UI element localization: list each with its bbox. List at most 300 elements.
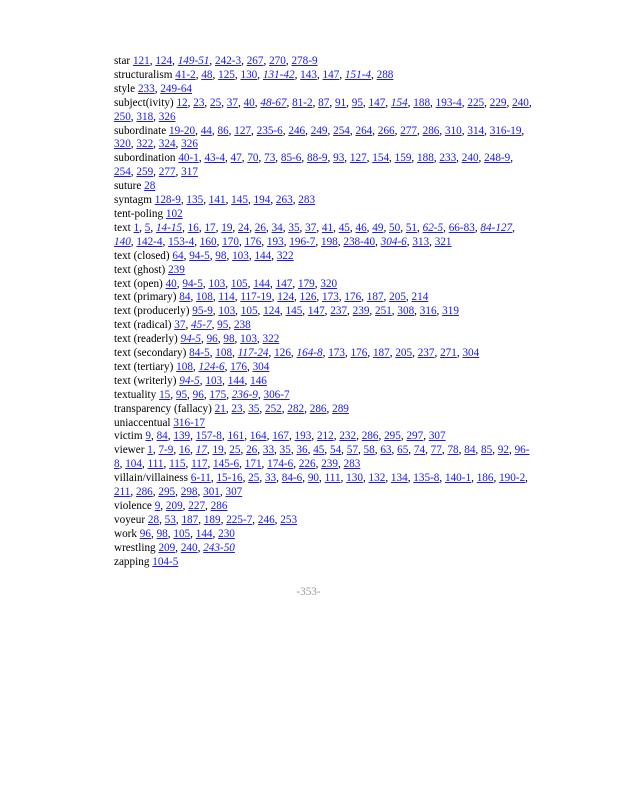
index-term: star [114, 55, 131, 67]
page-ref-link[interactable]: 73 [264, 152, 276, 165]
page-ref-link[interactable]: 47 [230, 152, 242, 165]
page-ref-link[interactable]: 167 [272, 430, 289, 443]
page-ref-link[interactable]: 306-7 [263, 388, 290, 401]
index-entry: text (secondary) 84-5, 108, 117-24, 126, 164-8, 173, 176, 187, 205, 237, 271, 304 [114, 347, 480, 360]
page-ref-link[interactable]: 117 [191, 458, 208, 471]
page-ref-link[interactable]: 232 [339, 430, 357, 443]
page-ref-link[interactable]: 37 [305, 221, 317, 234]
page-ref-link[interactable]: 87 [318, 96, 330, 109]
page-ref-link[interactable]: 104 [125, 458, 142, 471]
page-ref-link[interactable]: 267 [246, 55, 264, 67]
page-ref-link[interactable]: 173 [328, 347, 345, 360]
page-ref-link[interactable]: 126 [299, 291, 317, 304]
page-ref-link[interactable]: 322 [136, 138, 154, 151]
page-ref-link[interactable]: 104-5 [152, 555, 179, 568]
page-ref-link[interactable]: 78 [447, 444, 459, 457]
page-ref-link[interactable]: 44 [200, 124, 212, 137]
page-ref-link[interactable]: 12 [176, 96, 188, 109]
page-ref-link[interactable]: 283 [298, 194, 316, 207]
index-entry: text (readerly) 94-5, 96, 98, 103, 322 [114, 333, 280, 346]
page-ref-link[interactable]: 179 [297, 277, 315, 290]
page-ref-link[interactable]: 43-4 [204, 152, 225, 165]
page-ref-link[interactable]: 77 [430, 444, 442, 457]
page-ref-link[interactable]: 308 [397, 305, 415, 318]
page-ref-link[interactable]: 154 [372, 152, 390, 165]
page-ref-link[interactable]: 230 [218, 527, 235, 540]
page-ref-link[interactable]: 45 [338, 221, 350, 234]
page-ref-link[interactable]: 235-6 [256, 124, 283, 137]
page-ref-link[interactable]: 117-19 [240, 291, 272, 304]
page-ref-link[interactable]: 320 [114, 138, 131, 151]
page-ref-link[interactable]: 229 [489, 96, 507, 109]
index-term: text (open) [114, 277, 163, 290]
page-ref-link[interactable]: 86 [217, 124, 229, 137]
page-ref-link[interactable]: 93 [333, 152, 345, 165]
page-ref-link[interactable]: 81-2 [292, 96, 313, 109]
page-ref-link[interactable]: 95 [217, 319, 229, 332]
page-ref-link[interactable]: 146 [250, 374, 267, 387]
page-ref-link[interactable]: 248-9 [484, 152, 511, 165]
page-ref-link[interactable]: 50 [389, 221, 401, 234]
page-ref-link[interactable]: 209 [158, 541, 176, 554]
page-ref-link[interactable]: 94-5 [182, 277, 203, 290]
page-ref-link[interactable]: 263 [275, 194, 293, 207]
page-ref-link[interactable]: 88-9 [307, 152, 328, 165]
page-ref-link[interactable]: 108 [196, 291, 213, 304]
page-ref-link[interactable]: 239 [168, 263, 185, 276]
page-ref-link[interactable]: 28 [147, 513, 160, 526]
page-ref-link[interactable]: 1 [147, 444, 153, 457]
page-ref-link[interactable]: 143 [300, 68, 317, 81]
page-ref-link[interactable]: 34 [271, 221, 283, 234]
page-ref-link[interactable]: 41-2 [175, 68, 196, 81]
page-ref-link[interactable]: 159 [394, 152, 412, 165]
page-ref-link[interactable]: 33 [262, 444, 275, 457]
page-ref-link[interactable]: 40 [243, 96, 255, 109]
page-ref-link[interactable]: 48 [201, 68, 213, 81]
page-ref-link[interactable]: 161 [227, 430, 245, 443]
page-ref-link[interactable]: 114 [218, 291, 235, 304]
page-ref-link[interactable]: 297 [406, 430, 424, 443]
page-ref-link[interactable]: 304 [252, 360, 270, 373]
page-ref-link[interactable]: 9 [145, 430, 151, 443]
page-ref-link[interactable]: 45 [313, 444, 325, 457]
page-ref-link[interactable]: 198 [320, 235, 338, 248]
page-ref-link[interactable]: 25 [210, 96, 222, 109]
index-entry: voyeur 28, 53, 187, 189, 225-7, 246, 253 [114, 513, 298, 526]
page-ref-link[interactable]: 153-4 [168, 235, 195, 248]
page-ref-link[interactable]: 171 [244, 458, 262, 471]
page-ref-link[interactable]: 41 [321, 221, 334, 234]
page-ref-link[interactable]: 130 [346, 472, 363, 485]
page-ref-link[interactable]: 193 [294, 430, 312, 443]
page-ref-link[interactable]: 266 [377, 124, 395, 137]
page-ref-link[interactable]: 298 [180, 486, 198, 499]
page-ref-link[interactable]: 176 [350, 347, 368, 360]
page-ref-link[interactable]: 15 [159, 388, 171, 401]
page-ref-link[interactable]: 313 [412, 235, 430, 248]
page-ref-link[interactable]: 160 [199, 235, 217, 248]
page-ref-link[interactable]: 188 [413, 96, 431, 109]
page-ref-link[interactable]: 283 [343, 458, 361, 471]
page-ref-link[interactable]: 282 [287, 402, 305, 415]
page-ref-link[interactable]: 5 [144, 221, 151, 234]
page-ref-link[interactable]: 173 [322, 291, 339, 304]
page-ref-link[interactable]: 307 [225, 486, 243, 499]
page-ref-link[interactable]: 147 [322, 68, 340, 81]
page-ref-link[interactable]: 174-6 [267, 458, 294, 471]
page-ref-link[interactable]: 289 [332, 402, 349, 415]
page-ref-link[interactable]: 326 [181, 138, 198, 151]
page-ref-link[interactable]: 90 [307, 472, 320, 485]
page-ref-link[interactable]: 170 [222, 235, 239, 248]
page-ref-link[interactable]: 103 [205, 374, 223, 387]
page-ref-link[interactable]: 84-6 [281, 472, 303, 485]
page-ref-link[interactable]: 40 [165, 277, 177, 290]
page-ref-link[interactable]: 226 [298, 458, 316, 471]
page-ref-link[interactable]: 117-24 [237, 347, 269, 360]
page-ref-link[interactable]: 254 [114, 166, 131, 179]
page-ref-link[interactable]: 249-64 [160, 82, 193, 95]
page-ref-link[interactable]: 212 [316, 430, 334, 443]
page-ref-link[interactable]: 37 [226, 96, 238, 109]
page-ref-link[interactable]: 127 [349, 152, 367, 165]
page-ref-link[interactable]: 51 [405, 221, 417, 234]
page-ref-link[interactable]: 154 [390, 96, 408, 109]
page-ref-link[interactable]: 16 [187, 221, 199, 234]
page-ref-link[interactable]: 33 [264, 472, 277, 485]
page-ref-link[interactable]: 295 [384, 430, 401, 443]
page-ref-link[interactable]: 58 [363, 444, 375, 457]
page-ref-link[interactable]: 84 [179, 291, 191, 304]
page-ref-link[interactable]: 111 [147, 458, 164, 471]
page-ref-link[interactable]: 140-1 [444, 472, 472, 485]
page-ref-link[interactable]: 295 [158, 486, 176, 499]
page-ref-link[interactable]: 164-8 [296, 347, 323, 360]
page-ref-link[interactable]: 187 [366, 291, 384, 304]
page-ref-link[interactable]: 254 [333, 124, 350, 137]
page-ref-link[interactable]: 157-8 [195, 430, 222, 443]
page-ref-link[interactable]: 301 [203, 486, 220, 499]
page-ref-link[interactable]: 63 [380, 444, 392, 457]
page-ref-link[interactable]: 24 [238, 221, 250, 234]
page-ref-link[interactable]: 304 [462, 347, 480, 360]
page-ref-link[interactable]: 35 [279, 444, 291, 457]
page-ref-link[interactable]: 96-8 [114, 444, 530, 471]
page-ref-link[interactable]: 238 [233, 319, 251, 332]
page-ref-link[interactable]: 98 [223, 333, 235, 346]
page-ref-link[interactable]: 144 [227, 374, 245, 387]
page-ref-link[interactable]: 190-2 [499, 472, 526, 485]
page-ref-link[interactable]: 288 [376, 68, 394, 81]
page-ref-link[interactable]: 271 [440, 347, 457, 360]
page-ref-link[interactable]: 19-20 [169, 124, 196, 137]
page-ref-link[interactable]: 286 [210, 500, 228, 512]
page-ref-link[interactable]: 127 [234, 124, 252, 137]
page-ref-link[interactable]: 105 [173, 527, 191, 540]
page-ref-link[interactable]: 103 [208, 277, 226, 290]
page-ref-link[interactable]: 240 [512, 96, 529, 109]
page-ref-link[interactable]: 239 [352, 305, 370, 318]
page-ref-link[interactable]: 233 [439, 152, 457, 165]
page-ref-link[interactable]: 105 [240, 305, 258, 318]
page-ref-link[interactable]: 176 [230, 360, 247, 373]
page-ref-link[interactable]: 94-5 [179, 374, 200, 387]
page-ref-link[interactable]: 145-6 [213, 458, 240, 471]
page-ref-link[interactable]: 37 [174, 319, 186, 332]
page-ref-link[interactable]: 286 [135, 486, 153, 499]
page-ref-link[interactable]: 319 [442, 305, 459, 318]
page-ref-link[interactable]: 310 [444, 124, 462, 137]
page-ref-link[interactable]: 278-9 [291, 55, 318, 67]
page-ref-link[interactable]: 147 [368, 96, 386, 109]
page-ref-link[interactable]: 25 [229, 444, 241, 457]
page-ref-link[interactable]: 321 [434, 235, 452, 248]
page-ref-link[interactable]: 316 [419, 305, 437, 318]
page-ref-link[interactable]: 124 [155, 55, 173, 67]
page-ref-link[interactable]: 96 [206, 333, 218, 346]
page-ref-link[interactable]: 145 [231, 194, 248, 207]
page-ref-link[interactable]: 176 [344, 291, 362, 304]
page-ref-link[interactable]: 85-6 [280, 152, 302, 165]
page-ref-link[interactable]: 225 [467, 96, 485, 109]
index-term: voyeur [114, 513, 146, 526]
page-ref-link[interactable]: 84-127 [480, 221, 513, 234]
page-ref-link[interactable]: 84-5 [189, 347, 210, 360]
page-ref-link[interactable]: 140 [114, 235, 131, 248]
page-ref-link[interactable]: 6-11 [190, 472, 211, 485]
index-entry: syntagm 128-9, 135, 141, 145, 194, 263, 283 [114, 194, 316, 207]
page-ref-link[interactable]: 149-51 [177, 55, 210, 67]
index-term: viewer [114, 444, 145, 457]
page-ref-link[interactable]: 250 [114, 110, 131, 123]
page-ref-link[interactable]: 251 [375, 305, 392, 318]
page-ref-link[interactable]: 239 [321, 458, 338, 471]
page-ref-link[interactable]: 314 [467, 124, 485, 137]
page-ref-link[interactable]: 238-40 [343, 235, 376, 248]
page-ref-link[interactable]: 286 [309, 402, 327, 415]
page-ref-link[interactable]: 142-4 [136, 235, 163, 248]
page-ref-link[interactable]: 16 [178, 444, 191, 457]
page-ref-link[interactable]: 324 [158, 138, 176, 151]
page-ref-link[interactable]: 318 [136, 110, 154, 123]
page-ref-link[interactable]: 19 [221, 221, 233, 234]
page-ref-link[interactable]: 66-83 [448, 221, 475, 234]
page-ref-link[interactable]: 103 [218, 305, 236, 318]
page-ref-link[interactable]: 240 [180, 541, 198, 554]
page-ref-link[interactable]: 237 [330, 305, 348, 318]
page-ref-link[interactable]: 189 [203, 513, 221, 526]
page-ref-link[interactable]: 317 [181, 166, 198, 179]
page-ref-link[interactable]: 45-7 [191, 319, 212, 332]
page-ref-link[interactable]: 134 [390, 472, 408, 485]
page-ref-link[interactable]: 237 [417, 347, 435, 360]
page-ref-link[interactable]: 84 [464, 444, 476, 457]
page-ref-link[interactable]: 225-7 [226, 513, 253, 526]
page-ref-link[interactable]: 1 [133, 221, 140, 234]
page-ref-link[interactable]: 128-9 [154, 194, 181, 207]
page-ref-link[interactable]: 65 [397, 444, 409, 457]
page-ref-link[interactable]: 70 [247, 152, 259, 165]
page-ref-link[interactable]: 286 [422, 124, 440, 137]
page-ref-link[interactable]: 28 [144, 180, 156, 193]
page-ref-link[interactable]: 25 [248, 472, 260, 485]
page-ref-link[interactable]: 253 [280, 513, 298, 526]
page-ref-link[interactable]: 211 [114, 486, 131, 499]
page-ref-link[interactable]: 124 [277, 291, 295, 304]
page-ref-link[interactable]: 132 [368, 472, 386, 485]
page-ref-link[interactable]: 209 [165, 500, 183, 512]
page-ref-link[interactable]: 316-19 [489, 124, 522, 137]
page-ref-link[interactable]: 326 [158, 110, 176, 123]
page-ref-link[interactable]: 252 [264, 402, 282, 415]
page-ref-link[interactable]: 193-4 [435, 96, 462, 109]
page-ref-link[interactable]: 249 [310, 124, 328, 137]
page-ref-link[interactable]: 36 [296, 444, 308, 457]
index-term: textuality [114, 388, 157, 401]
index-entry: star 121, 124, 149-51, 242-3, 267, 270, 278-9 [114, 55, 318, 67]
page-ref-link[interactable]: 23 [193, 96, 205, 109]
page-ref-link[interactable]: 205 [395, 347, 413, 360]
page-ref-link[interactable]: 26 [254, 221, 266, 234]
page-ref-link[interactable]: 175 [209, 388, 227, 401]
page-ref-link[interactable]: 259 [136, 166, 154, 179]
page-ref-link[interactable]: 94-5 [180, 333, 201, 346]
page-ref-link[interactable]: 85 [481, 444, 493, 457]
page-ref-link[interactable]: 84 [156, 430, 168, 443]
page-ref-link[interactable]: 320 [320, 277, 338, 290]
page-ref-link[interactable]: 227 [188, 500, 206, 512]
page-ref-link[interactable]: 246 [257, 513, 275, 526]
page-ref-link[interactable]: 46 [355, 221, 367, 234]
page-ref-link[interactable]: 139 [173, 430, 191, 443]
page-ref-link[interactable]: 126 [274, 347, 291, 360]
page-ref-link[interactable]: 187 [372, 347, 390, 360]
page-ref-link[interactable]: 270 [269, 55, 286, 67]
page-ref-link[interactable]: 108 [176, 360, 193, 373]
page-ref-link[interactable]: 246 [288, 124, 306, 137]
page-ref-link[interactable]: 17 [204, 221, 216, 234]
page-ref-link[interactable]: 124-6 [198, 360, 225, 373]
page-ref-link[interactable]: 102 [165, 207, 183, 220]
page-ref-link[interactable]: 147 [307, 305, 325, 318]
page-ref-link[interactable]: 243-50 [203, 541, 235, 554]
page-ref-link[interactable]: 96 [139, 527, 151, 540]
page-ref-link[interactable]: 135-8 [413, 472, 440, 485]
index-term: text (producerly) [114, 305, 190, 318]
page-ref-link[interactable]: 95 [175, 388, 188, 401]
page-ref-link[interactable]: 144 [254, 249, 272, 262]
page-ref-link[interactable]: 145 [285, 305, 303, 318]
page-ref-link[interactable]: 135 [186, 194, 204, 207]
page-ref-link[interactable]: 26 [246, 444, 258, 457]
page-ref-link[interactable]: 35 [288, 221, 300, 234]
page-ref-link[interactable]: 74 [413, 444, 426, 457]
page-ref-link[interactable]: 277 [400, 124, 417, 137]
page-ref-link[interactable]: 186 [476, 472, 494, 485]
index-list [114, 55, 534, 570]
page-ref-link[interactable]: 95 [351, 96, 363, 109]
page-ref-link[interactable]: 7-9 [158, 444, 174, 457]
page-ref-link[interactable]: 62-5 [422, 221, 444, 234]
page-ref-link[interactable]: 96 [192, 388, 204, 401]
page-ref-link[interactable]: 322 [262, 333, 280, 346]
page-ref-link[interactable]: 316-17 [173, 416, 206, 429]
page-ref-link[interactable]: 194 [253, 194, 271, 207]
page-ref-link[interactable]: 94-5 [189, 249, 210, 262]
page-ref-link[interactable]: 141 [208, 194, 226, 207]
page-ref-link[interactable]: 264 [355, 124, 373, 137]
page-ref-link[interactable]: 40-1 [178, 152, 199, 165]
page-ref-link[interactable]: 111 [324, 472, 341, 485]
page-ref-link[interactable]: 48-67 [260, 96, 287, 109]
page-ref-link[interactable]: 105 [230, 277, 248, 290]
page-ref-link[interactable]: 103 [240, 333, 257, 346]
page-ref-link[interactable]: 23 [231, 402, 243, 415]
page-ref-link[interactable]: 92 [497, 444, 509, 457]
page-ref-link[interactable]: 124 [263, 305, 280, 318]
page-ref-link[interactable]: 176 [244, 235, 262, 248]
page-ref-link[interactable]: 286 [361, 430, 379, 443]
page-ref-link[interactable]: 9 [154, 500, 161, 512]
page-ref-link[interactable]: 53 [164, 513, 176, 526]
page-ref-link[interactable]: 115 [169, 458, 186, 471]
page-ref-link[interactable]: 242-3 [215, 55, 242, 67]
page-ref-link[interactable]: 322 [276, 249, 294, 262]
page-ref-link[interactable]: 35 [248, 402, 260, 415]
page-ref-link[interactable]: 236-9 [231, 388, 258, 401]
index-entry: style 233, 249-64 [114, 82, 193, 95]
page-ref-link[interactable]: 95-9 [192, 305, 213, 318]
page-ref-link[interactable]: 121 [132, 55, 150, 67]
page-ref-link[interactable]: 307 [428, 430, 446, 443]
page-ref-link[interactable]: 91 [334, 96, 347, 109]
page-ref-link[interactable]: 205 [389, 291, 406, 304]
page-ref-link[interactable]: 304-6 [380, 235, 407, 248]
page-ref-link[interactable]: 277 [158, 166, 176, 179]
page-ref-link[interactable]: 233 [137, 82, 155, 95]
page-ref-link[interactable]: 49 [372, 221, 384, 234]
page-ref-link[interactable]: 17 [195, 444, 207, 457]
page-ref-link[interactable]: 196-7 [289, 235, 316, 248]
page-ref-link[interactable]: 130 [240, 68, 258, 81]
page-ref-link[interactable]: 21 [214, 402, 226, 415]
page-ref-link[interactable]: 144 [253, 277, 270, 290]
page-ref-link[interactable]: 103 [232, 249, 249, 262]
page-ref-link[interactable]: 125 [218, 68, 235, 81]
page-ref-link[interactable]: 240 [461, 152, 479, 165]
page-ref-link[interactable]: 214 [411, 291, 429, 304]
page-ref-link[interactable]: 57 [346, 444, 358, 457]
page-ref-link[interactable]: 188 [417, 152, 434, 165]
page-ref-link[interactable]: 14-15 [155, 221, 183, 234]
page-ref-link[interactable]: 98 [215, 249, 227, 262]
index-entry [114, 208, 534, 222]
page-ref-link[interactable]: 54 [329, 444, 342, 457]
page-ref-link[interactable]: 144 [195, 527, 213, 540]
page-ref-link[interactable]: 19 [212, 444, 224, 457]
page-ref-link[interactable]: 193 [266, 235, 284, 248]
page-ref-link[interactable]: 131-42 [262, 68, 295, 81]
page-ref-link[interactable]: 64 [172, 249, 184, 262]
page-ref-link[interactable]: 187 [181, 513, 199, 526]
page-ref-link[interactable]: 98 [156, 527, 168, 540]
page-ref-link[interactable]: 151-4 [344, 68, 372, 81]
page-ref-link[interactable]: 164 [249, 430, 267, 443]
page-ref-link[interactable]: 108 [215, 347, 233, 360]
page-ref-link[interactable]: 147 [275, 277, 293, 290]
page-ref-link[interactable]: 15-16 [216, 472, 243, 485]
